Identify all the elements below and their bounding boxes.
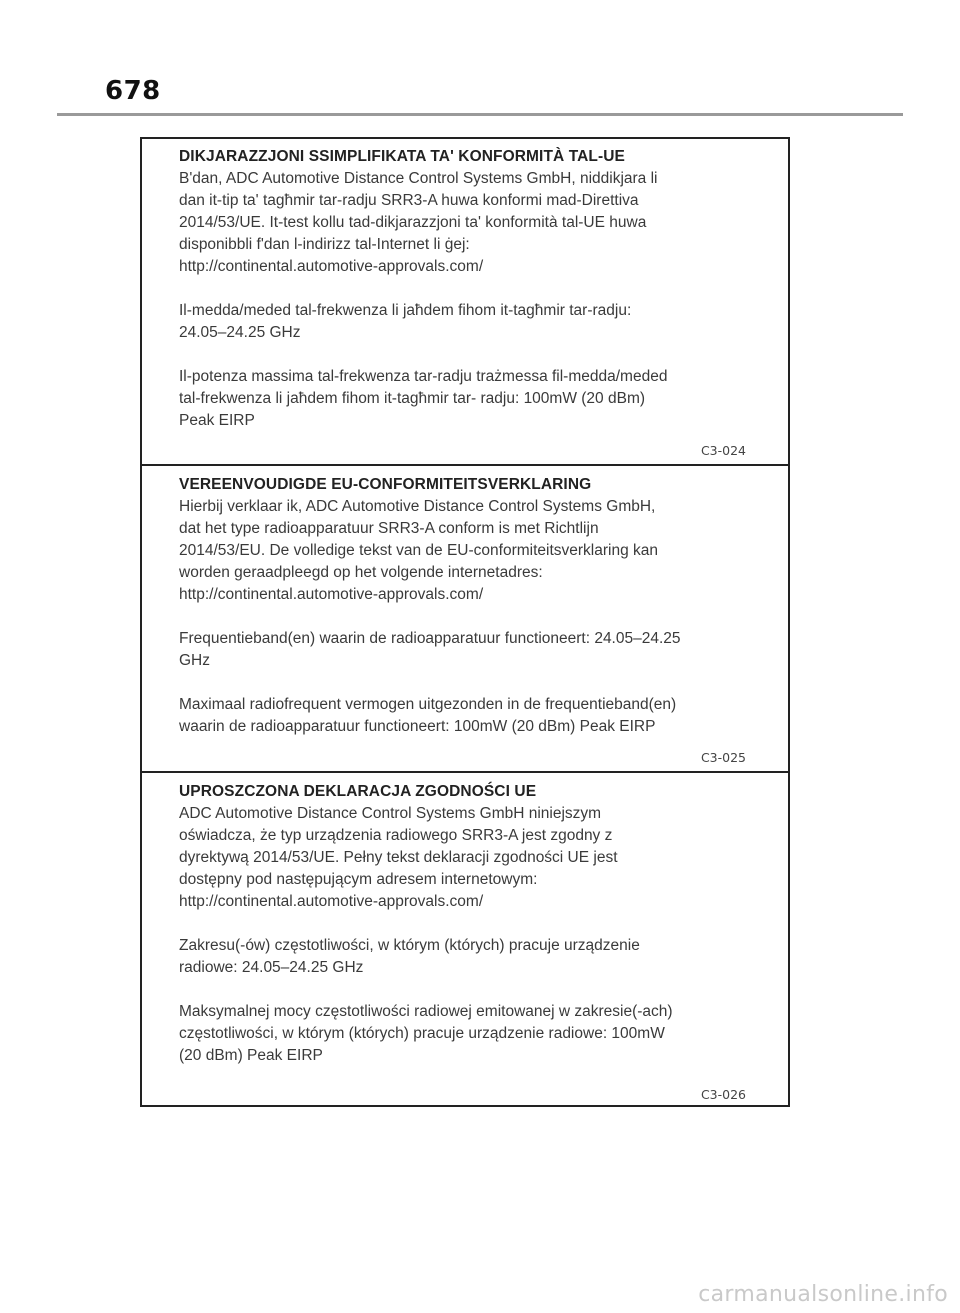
body-line: disponibbli f'dan l-indirizz tal-Internet li ġej:: [179, 236, 470, 253]
section-title: UPROSZCZONA DEKLARACJA ZGODNOŚCI UE: [179, 783, 537, 800]
body-line: radiowe: 24.05–24.25 GHz: [179, 959, 364, 976]
paragraph-gap: [179, 606, 758, 628]
body-line: Il-medda/meded tal-frekwenza li jaħdem fihom it-tagħmir tar-radju:: [179, 302, 632, 319]
declarations-box: [140, 137, 790, 1107]
url-line: http://continental.automotive-approvals.com/: [179, 586, 484, 603]
site-watermark: carmanualsonline.info: [698, 1282, 948, 1307]
paragraph-gap: [179, 913, 758, 935]
declaration-maltese: [142, 139, 788, 464]
body-line: Zakresu(-ów) częstotliwości, w którym (których) pracuje urządzenie: [179, 937, 640, 954]
body-line: dat het type radioapparatuur SRR3-A conform is met Richtlijn: [179, 520, 599, 537]
body-line: dyrektywą 2014/53/UE. Pełny tekst deklaracji zgodności UE jest: [179, 849, 618, 866]
body-line: tal-frekwenza li jaħdem fihom it-tagħmir tar- radju: 100mW (20 dBm): [179, 390, 646, 407]
paragraph-gap: [179, 278, 758, 300]
body-line: GHz: [179, 652, 210, 669]
section-code: C3-024: [700, 443, 746, 458]
body-line: Il-potenza massima tal-frekwenza tar-radju trażmessa fil-medda/meded: [179, 368, 668, 385]
body-line: oświadcza, że typ urządzenia radiowego SRR3-A jest zgodny z: [179, 827, 613, 844]
paragraph-gap: [179, 979, 758, 1001]
body-line: B'dan, ADC Automotive Distance Control Systems GmbH, niddikjara li: [179, 170, 658, 187]
body-line: worden geraadpleegd op het volgende internetadres:: [179, 564, 543, 581]
body-line: Hierbij verklaar ik, ADC Automotive Distance Control Systems GmbH,: [179, 498, 656, 515]
body-line: waarin de radioapparatuur functioneert: 100mW (20 dBm) Peak EIRP: [179, 718, 656, 735]
section-code: C3-026: [700, 1087, 746, 1102]
body-line: 24.05–24.25 GHz: [179, 324, 301, 341]
section-title: DIKJARAZZJONI SSIMPLIFIKATA TA' KONFORMITÀ TAL-UE: [179, 148, 625, 165]
body-line: 2014/53/EU. De volledige tekst van de EU-conformiteitsverklaring kan: [179, 542, 659, 559]
url-line: http://continental.automotive-approvals.com/: [179, 258, 484, 275]
paragraph-gap: [179, 344, 758, 366]
page-number: 678: [105, 76, 161, 106]
section-code: C3-025: [700, 750, 746, 765]
section-title: VEREENVOUDIGDE EU-CONFORMITEITSVERKLARING: [179, 476, 592, 493]
body-line: Maximaal radiofrequent vermogen uitgezonden in de frequentieband(en): [179, 696, 677, 713]
declaration-dutch: [142, 464, 788, 771]
body-line: Maksymalnej mocy częstotliwości radiowej emitowanej w zakresie(-ach): [179, 1003, 673, 1020]
body-line: częstotliwości, w którym (których) pracuje urządzenie radiowe: 100mW: [179, 1025, 665, 1042]
body-line: 2014/53/UE. It-test kollu tad-dikjarazzjoni ta' konformità tal-UE huwa: [179, 214, 647, 231]
url-line: http://continental.automotive-approvals.com/: [179, 893, 484, 910]
body-line: Peak EIRP: [179, 412, 255, 429]
body-line: dan it-tip ta' tagħmir tar-radju SRR3-A huwa konformi mad-Direttiva: [179, 192, 639, 209]
body-line: Frequentieband(en) waarin de radioapparatuur functioneert: 24.05–24.25: [179, 630, 681, 647]
header-divider: [57, 113, 903, 116]
body-line: ADC Automotive Distance Control Systems GmbH niniejszym: [179, 805, 602, 822]
paragraph-gap: [179, 672, 758, 694]
body-line: (20 dBm) Peak EIRP: [179, 1047, 323, 1064]
body-line: dostępny pod następującym adresem internetowym:: [179, 871, 538, 888]
declaration-polish: [142, 771, 788, 1107]
